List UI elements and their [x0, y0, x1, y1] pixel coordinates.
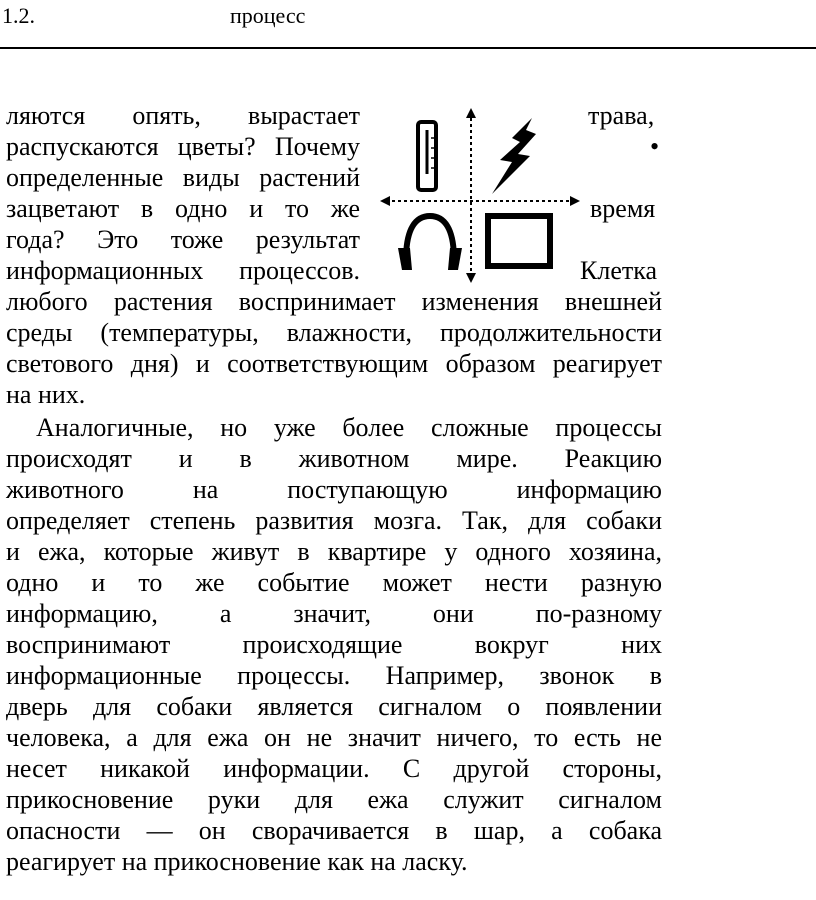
thermometer-icon — [418, 122, 436, 190]
arrow-left-icon — [380, 196, 390, 206]
text-line: дверь для собаки является сигналом о появлении — [6, 692, 662, 721]
text-line: человека, а для ежа он не значит ничего, то есть не — [6, 723, 662, 752]
page-header — [0, 0, 816, 50]
text-line: Аналогичные, но уже более сложные процессы — [36, 413, 662, 442]
section-number: 1.2. — [2, 3, 35, 28]
headphones-icon — [398, 216, 462, 270]
text-line: среды (температуры, влажности, продолжительности — [6, 318, 662, 347]
text-line: на них. — [6, 380, 86, 409]
text-line: несет никакой информации. С другой стороны, — [6, 754, 662, 783]
text-line: опасности — он сворачивается в шар, а собака — [6, 816, 662, 845]
text-line: информацию, а значит, они по-разному — [6, 599, 662, 628]
header-title: процесс — [230, 3, 306, 28]
lightning-icon — [492, 118, 536, 194]
text-line: светового дня) и соответствующим образом реагирует — [6, 349, 662, 378]
text-line: определенные виды растений — [6, 163, 360, 192]
arrow-up-icon — [466, 108, 476, 118]
text-line: года? Это тоже результат — [6, 225, 360, 254]
text-line-right: Клетка — [580, 256, 657, 285]
text-line: воспринимают происходящие вокруг них — [6, 630, 662, 659]
arrow-down-icon — [466, 273, 476, 283]
text-line-right: • — [650, 132, 660, 161]
information-figure — [380, 108, 580, 283]
text-line: информационные процессы. Например, звонок в — [6, 661, 662, 690]
arrow-right-icon — [570, 196, 580, 206]
screen-icon — [488, 216, 550, 266]
text-line-right: время — [590, 194, 656, 223]
text-line: распускаются цветы? Почему — [6, 132, 360, 161]
text-line: прикосновение руки для ежа служит сигналом — [6, 785, 662, 814]
text-line-right: трава, — [588, 101, 655, 130]
text-line: реагирует на прикосновение как на ласку. — [6, 847, 468, 876]
text-line: зацветают в одно и то же — [6, 194, 360, 223]
header-rule — [0, 47, 816, 49]
text-line: происходят и в животном мире. Реакцию — [6, 444, 662, 473]
text-line: и ежа, которые живут в квартире у одного хозяина, — [6, 537, 662, 566]
text-line: одно и то же событие может нести разную — [6, 568, 662, 597]
text-line: животного на поступающую информацию — [6, 475, 662, 504]
text-line: ляются опять, вырастает — [6, 101, 360, 130]
text-line: любого растения воспринимает изменения внешней — [6, 287, 662, 316]
text-line: информационных процессов. — [6, 256, 360, 285]
text-line: определяет степень развития мозга. Так, для собаки — [6, 506, 662, 535]
